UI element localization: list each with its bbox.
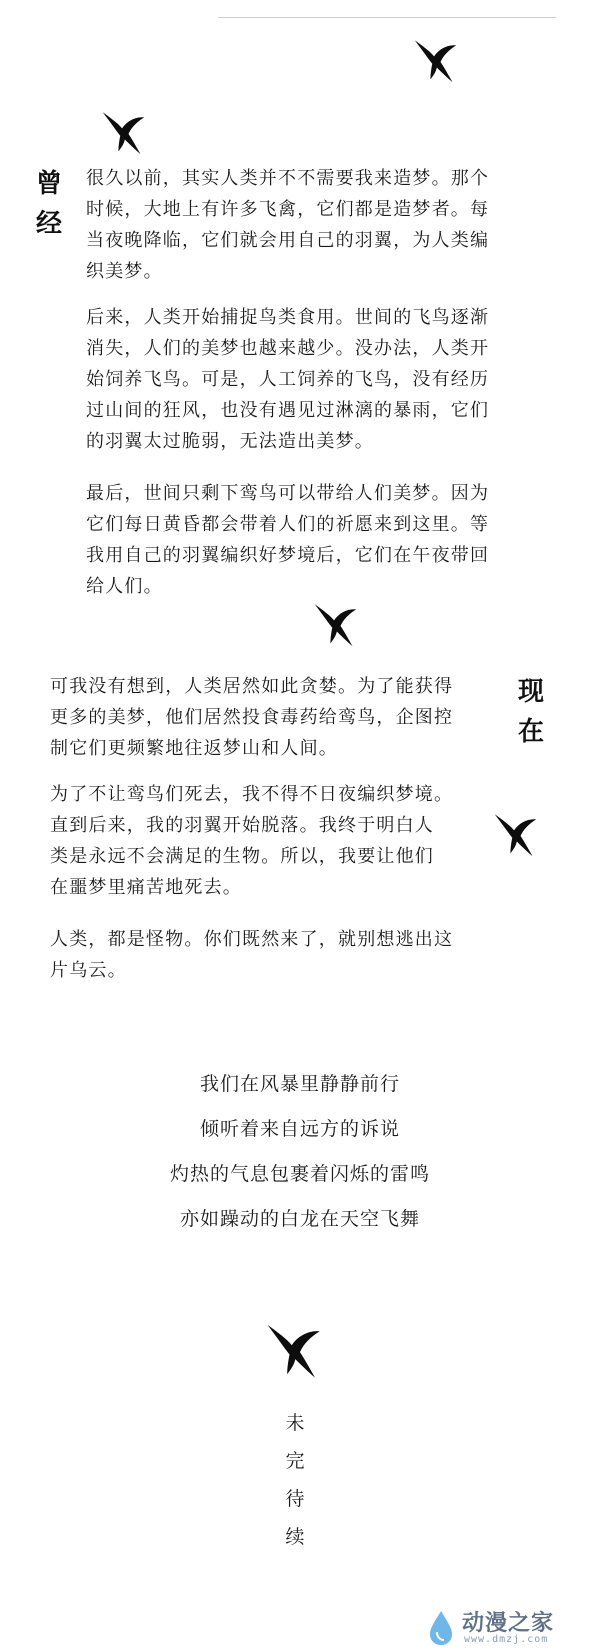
watermark-brand: 动漫之家 [462, 1611, 555, 1636]
past-paragraph-2: 后来，人类开始捕捉鸟类食用。世间的飞鸟逐渐 消失，人们的美梦也越来越少。没办法，人类开 始饲养飞鸟。可是，人工饲养的飞鸟，没有经历 过山间的狂风，也没有遇见过淋漓的暴雨，它们 的羽翼太过脆弱，无法造出美梦。 [86, 307, 490, 452]
swallow-icon [492, 812, 538, 858]
poem-line: 我们在风暴里静静前行 [199, 1073, 400, 1095]
now-paragraph-3: 人类，都是怪物。你们既然来了，就别想逃出这 片乌云。 [50, 929, 454, 981]
now-paragraph-1: 可我没有想到，人类居然如此贪婪。为了能获得 更多的美梦，他们居然投食毒药给鸾鸟，企图控 制它们更频繁地往返梦山和人间。 [50, 676, 454, 759]
past-paragraph-3: 最后，世间只剩下鸾鸟可以带给人们美梦。因为 它们每日黄昏都会带着人们的祈愿来到这里。等 我用自己的羽翼编织好梦境后，它们在午夜带回 给人们。 [86, 483, 490, 597]
section-title-now: 现 在 [517, 677, 544, 747]
water-drop-icon [428, 1610, 454, 1646]
poem-line: 亦如躁动的白龙在天空飞舞 [179, 1208, 420, 1230]
swallow-icon [412, 38, 458, 84]
to-be-continued: 未 完 待 续 [285, 1412, 305, 1548]
swallow-icon [100, 110, 146, 156]
poem [0, 1062, 600, 1242]
past-paragraph-1: 很久以前，其实人类并不不需要我来造梦。那个 时候，大地上有许多飞禽，它们都是造梦者。每 当夜晚降临，它们就会用自己的羽翼，为人类编 织美梦。 [86, 168, 490, 282]
swallow-icon [312, 602, 358, 648]
watermark-logo [428, 1608, 588, 1650]
swallow-icon [264, 1322, 322, 1380]
section-title-past: 曾 经 [35, 169, 62, 239]
poem-line: 倾听着来自远方的诉说 [199, 1118, 400, 1140]
top-divider [218, 17, 556, 18]
poem-line: 灼热的气息包裹着闪烁的雷鸣 [169, 1163, 430, 1185]
now-paragraph-2: 为了不让鸾鸟们死去，我不得不日夜编织梦境。 直到后来，我的羽翼开始脱落。我终于明白人 类是永远不会满足的生物。所以，我要让他们 在噩梦里痛苦地死去。 [50, 784, 454, 898]
watermark-url: www.dmzj.com [464, 1634, 549, 1645]
